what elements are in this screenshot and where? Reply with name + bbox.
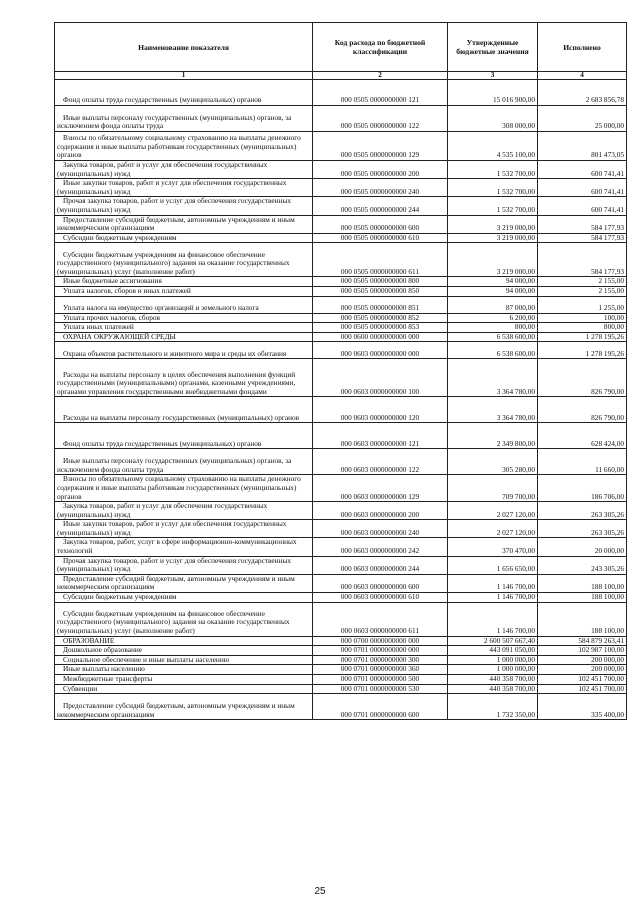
- row-approved-value: 709 700,00: [448, 475, 538, 502]
- row-approved-value: 305 280,00: [448, 449, 538, 475]
- table-row: [55, 675, 627, 685]
- row-indicator-name: Иные бюджетные ассигнования: [55, 277, 313, 287]
- row-budget-code: 000 0603 0000000000 100: [313, 359, 448, 397]
- row-approved-value: 4 535 100,00: [448, 132, 538, 161]
- row-indicator-name: Фонд оплаты труда государственных (муниципальных) органов: [55, 80, 313, 106]
- row-executed-value: 200 000,00: [538, 655, 627, 665]
- row-approved-value: 3 219 000,00: [448, 243, 538, 277]
- row-indicator-name: Субсидии бюджетным учреждениям на финансовое обеспечение государственного (муниципального) задания на оказание государственных (муниципальных) услуг (выполнение работ): [55, 243, 313, 277]
- row-budget-code: 000 0603 0000000000 244: [313, 556, 448, 574]
- row-indicator-name: Взносы по обязательному социальному страхованию на выплаты денежного содержания и иные выплаты работникам государственных (муниципальных) органов: [55, 132, 313, 161]
- row-executed-value: 102 451 700,00: [538, 675, 627, 685]
- row-indicator-name: Иные выплаты персоналу государственных (муниципальных) органов, за исключением фонда оплаты труда: [55, 449, 313, 475]
- row-executed-value: 584 177,93: [538, 243, 627, 277]
- row-executed-value: 188 100,00: [538, 574, 627, 592]
- table-row: [55, 215, 627, 233]
- row-executed-value: 600 741,41: [538, 197, 627, 215]
- row-executed-value: 102 987 100,00: [538, 646, 627, 656]
- row-budget-code: 000 0600 0000000000 000: [313, 332, 448, 342]
- row-approved-value: 1 000 000,00: [448, 665, 538, 675]
- row-executed-value: 2 683 856,78: [538, 80, 627, 106]
- row-executed-value: 826 790,00: [538, 397, 627, 423]
- table-row: [55, 197, 627, 215]
- row-budget-code: 000 0603 0000000000 120: [313, 397, 448, 423]
- row-budget-code: 000 0505 0000000000 600: [313, 215, 448, 233]
- row-budget-code: 000 0603 0000000000 000: [313, 342, 448, 359]
- header-approved: Утвержденные бюджетные значения: [448, 23, 538, 72]
- row-executed-value: 200 000,00: [538, 665, 627, 675]
- row-budget-code: 000 0603 0000000000 610: [313, 593, 448, 603]
- row-budget-code: 000 0505 0000000000 853: [313, 323, 448, 333]
- row-executed-value: 11 660,00: [538, 449, 627, 475]
- row-budget-code: 000 0701 0000000000 500: [313, 675, 448, 685]
- column-number-row: [55, 72, 627, 80]
- table-row: [55, 423, 627, 449]
- row-indicator-name: Иные закупки товаров, работ и услуг для обеспечения государственных (муниципальных) нужд: [55, 520, 313, 538]
- row-budget-code: 000 0603 0000000000 240: [313, 520, 448, 538]
- row-indicator-name: Расходы на выплаты персоналу государственных (муниципальных) органов: [55, 397, 313, 423]
- column-number: 1: [55, 72, 313, 80]
- table-row: [55, 233, 627, 243]
- row-executed-value: 263 305,26: [538, 520, 627, 538]
- row-indicator-name: Взносы по обязательному социальному страхованию на выплаты денежного содержания и иные выплаты работникам государственных (муниципальных) органов: [55, 475, 313, 502]
- row-budget-code: 000 0505 0000000000 244: [313, 197, 448, 215]
- row-indicator-name: Уплата налогов, сборов и иных платежей: [55, 286, 313, 296]
- row-executed-value: 800,00: [538, 323, 627, 333]
- row-executed-value: 100,00: [538, 313, 627, 323]
- table-row: [55, 646, 627, 656]
- row-executed-value: 801 473,05: [538, 132, 627, 161]
- row-budget-code: 000 0701 0000000000 360: [313, 665, 448, 675]
- row-executed-value: 1 278 195,26: [538, 342, 627, 359]
- row-executed-value: 25 000,00: [538, 106, 627, 132]
- row-budget-code: 000 0603 0000000000 121: [313, 423, 448, 449]
- row-executed-value: 186 706,00: [538, 475, 627, 502]
- row-executed-value: 600 741,41: [538, 179, 627, 197]
- row-indicator-name: Межбюджетные трансферты: [55, 675, 313, 685]
- row-approved-value: 2 600 507 667,40: [448, 636, 538, 646]
- row-executed-value: 188 100,00: [538, 602, 627, 636]
- table-row: [55, 593, 627, 603]
- row-executed-value: 102 451 700,00: [538, 684, 627, 694]
- row-approved-value: 94 000,00: [448, 286, 538, 296]
- row-indicator-name: Уплата налога на имущество организаций и земельного налога: [55, 296, 313, 313]
- row-budget-code: 000 0603 0000000000 129: [313, 475, 448, 502]
- row-budget-code: 000 0603 0000000000 242: [313, 538, 448, 556]
- row-budget-code: 000 0701 0000000000 000: [313, 646, 448, 656]
- row-indicator-name: Иные выплаты населению: [55, 665, 313, 675]
- row-budget-code: 000 0505 0000000000 240: [313, 179, 448, 197]
- table-body: [55, 80, 627, 720]
- row-executed-value: 335 400,00: [538, 694, 627, 720]
- row-executed-value: 2 155,00: [538, 277, 627, 287]
- row-executed-value: 263 305,26: [538, 502, 627, 520]
- row-approved-value: 1 146 700,00: [448, 602, 538, 636]
- header-executed: Исполнено: [538, 23, 627, 72]
- row-budget-code: 000 0603 0000000000 611: [313, 602, 448, 636]
- row-approved-value: 440 358 700,00: [448, 675, 538, 685]
- row-indicator-name: Охрана объектов растительного и животного мира и среды их обитания: [55, 342, 313, 359]
- table-row: [55, 538, 627, 556]
- row-indicator-name: Предоставление субсидий бюджетным, автономным учреждениям и иным некоммерческим организациям: [55, 215, 313, 233]
- table-row: [55, 574, 627, 592]
- table-row: [55, 243, 627, 277]
- row-executed-value: 628 424,00: [538, 423, 627, 449]
- row-approved-value: 1 532 700,00: [448, 179, 538, 197]
- row-approved-value: 87 000,00: [448, 296, 538, 313]
- row-budget-code: 000 0701 0000000000 300: [313, 655, 448, 665]
- row-approved-value: 370 470,00: [448, 538, 538, 556]
- row-approved-value: 6 200,00: [448, 313, 538, 323]
- row-approved-value: 15 016 900,00: [448, 80, 538, 106]
- row-indicator-name: Предоставление субсидий бюджетным, автономным учреждениям и иным некоммерческим организациям: [55, 694, 313, 720]
- table-row: [55, 684, 627, 694]
- row-budget-code: 000 0701 0000000000 530: [313, 684, 448, 694]
- table-row: [55, 286, 627, 296]
- row-approved-value: 2 349 800,00: [448, 423, 538, 449]
- table-row: [55, 520, 627, 538]
- table-row: [55, 106, 627, 132]
- row-budget-code: 000 0505 0000000000 121: [313, 80, 448, 106]
- row-approved-value: 1 000 000,00: [448, 655, 538, 665]
- row-approved-value: 3 364 780,00: [448, 397, 538, 423]
- row-approved-value: 2 027 120,00: [448, 520, 538, 538]
- row-approved-value: 1 532 700,00: [448, 197, 538, 215]
- row-approved-value: 6 538 600,00: [448, 342, 538, 359]
- row-indicator-name: ОХРАНА ОКРУЖАЮЩЕЙ СРЕДЫ: [55, 332, 313, 342]
- table-row: [55, 80, 627, 106]
- row-executed-value: 600 741,41: [538, 161, 627, 179]
- row-budget-code: 000 0505 0000000000 129: [313, 132, 448, 161]
- row-approved-value: 1 732 350,00: [448, 694, 538, 720]
- row-indicator-name: Прочая закупка товаров, работ и услуг для обеспечения государственных (муниципальных) нужд: [55, 197, 313, 215]
- table-row: [55, 161, 627, 179]
- row-approved-value: 2 027 120,00: [448, 502, 538, 520]
- row-indicator-name: Прочая закупка товаров, работ и услуг для обеспечения государственных (муниципальных) нужд: [55, 556, 313, 574]
- row-executed-value: 188 100,00: [538, 593, 627, 603]
- table-row: [55, 556, 627, 574]
- row-approved-value: 3 219 000,00: [448, 233, 538, 243]
- table-row: [55, 342, 627, 359]
- page-number: 25: [314, 886, 326, 897]
- table-row: [55, 323, 627, 333]
- table-row: [55, 694, 627, 720]
- column-number: 2: [313, 72, 448, 80]
- row-indicator-name: Предоставление субсидий бюджетным, автономным учреждениям и иным некоммерческим организациям: [55, 574, 313, 592]
- row-indicator-name: Субсидии бюджетным учреждениям: [55, 593, 313, 603]
- row-budget-code: 000 0603 0000000000 200: [313, 502, 448, 520]
- row-approved-value: 1 532 700,00: [448, 161, 538, 179]
- row-budget-code: 000 0505 0000000000 611: [313, 243, 448, 277]
- column-number: 4: [538, 72, 627, 80]
- row-indicator-name: ОБРАЗОВАНИЕ: [55, 636, 313, 646]
- row-executed-value: 20 000,00: [538, 538, 627, 556]
- table-row: [55, 475, 627, 502]
- row-executed-value: 584 177,93: [538, 215, 627, 233]
- row-executed-value: 243 305,26: [538, 556, 627, 574]
- table-row: [55, 602, 627, 636]
- row-budget-code: 000 0505 0000000000 610: [313, 233, 448, 243]
- row-approved-value: 443 091 050,00: [448, 646, 538, 656]
- row-budget-code: 000 0505 0000000000 851: [313, 296, 448, 313]
- row-indicator-name: Закупка товаров, работ и услуг для обеспечения государственных (муниципальных) нужд: [55, 161, 313, 179]
- row-budget-code: 000 0603 0000000000 600: [313, 574, 448, 592]
- row-approved-value: 6 538 600,00: [448, 332, 538, 342]
- table-row: [55, 132, 627, 161]
- row-indicator-name: Уплата иных платежей: [55, 323, 313, 333]
- table-row: [55, 449, 627, 475]
- row-indicator-name: Субсидии бюджетным учреждениям на финансовое обеспечение государственного (муниципального) задания на оказание государственных (муниципальных) услуг (выполнение работ): [55, 602, 313, 636]
- table-row: [55, 502, 627, 520]
- table-header-row: [55, 23, 627, 72]
- row-budget-code: 000 0701 0000000000 600: [313, 694, 448, 720]
- row-budget-code: 000 0603 0000000000 122: [313, 449, 448, 475]
- row-approved-value: 1 146 700,00: [448, 593, 538, 603]
- row-indicator-name: Иные закупки товаров, работ и услуг для обеспечения государственных (муниципальных) нужд: [55, 179, 313, 197]
- row-budget-code: 000 0505 0000000000 122: [313, 106, 448, 132]
- column-number: 3: [448, 72, 538, 80]
- row-indicator-name: Иные выплаты персоналу государственных (муниципальных) органов, за исключением фонда оплаты труда: [55, 106, 313, 132]
- table-row: [55, 296, 627, 313]
- row-indicator-name: Расходы на выплаты персоналу в целях обеспечения выполнения функций государственными (муниципальными) органами, казенными учреждениями, органами управления государственными внебюджетными фондами: [55, 359, 313, 397]
- row-executed-value: 826 790,00: [538, 359, 627, 397]
- row-budget-code: 000 0505 0000000000 800: [313, 277, 448, 287]
- row-indicator-name: Субсидии бюджетным учреждениям: [55, 233, 313, 243]
- row-budget-code: 000 0505 0000000000 850: [313, 286, 448, 296]
- row-approved-value: 308 000,00: [448, 106, 538, 132]
- table-row: [55, 179, 627, 197]
- budget-execution-table: [54, 22, 627, 720]
- row-approved-value: 440 358 700,00: [448, 684, 538, 694]
- row-indicator-name: Фонд оплаты труда государственных (муниципальных) органов: [55, 423, 313, 449]
- table-row: [55, 277, 627, 287]
- row-indicator-name: Субвенции: [55, 684, 313, 694]
- row-budget-code: 000 0700 0000000000 000: [313, 636, 448, 646]
- row-indicator-name: Закупка товаров, работ, услуг в сфере информационно-коммуникационных технологий: [55, 538, 313, 556]
- document-page: [54, 22, 626, 720]
- row-approved-value: 800,00: [448, 323, 538, 333]
- row-approved-value: 1 146 700,00: [448, 574, 538, 592]
- row-executed-value: 2 155,00: [538, 286, 627, 296]
- row-approved-value: 1 656 650,00: [448, 556, 538, 574]
- row-executed-value: 1 255,00: [538, 296, 627, 313]
- row-approved-value: 3 219 000,00: [448, 215, 538, 233]
- table-row: [55, 397, 627, 423]
- row-indicator-name: Дошкольное образование: [55, 646, 313, 656]
- row-indicator-name: Закупка товаров, работ и услуг для обеспечения государственных (муниципальных) нужд: [55, 502, 313, 520]
- table-row: [55, 359, 627, 397]
- row-executed-value: 1 278 195,26: [538, 332, 627, 342]
- header-budget-code: Код расхода по бюджетной классификации: [313, 23, 448, 72]
- row-indicator-name: Уплата прочих налогов, сборов: [55, 313, 313, 323]
- row-budget-code: 000 0505 0000000000 200: [313, 161, 448, 179]
- row-approved-value: 94 000,00: [448, 277, 538, 287]
- row-executed-value: 584 879 263,41: [538, 636, 627, 646]
- row-budget-code: 000 0505 0000000000 852: [313, 313, 448, 323]
- row-approved-value: 3 364 780,00: [448, 359, 538, 397]
- header-indicator-name: Наименование показателя: [55, 23, 313, 72]
- row-indicator-name: Социальное обеспечение и иные выплаты населению: [55, 655, 313, 665]
- table-row: [55, 332, 627, 342]
- row-executed-value: 584 177,93: [538, 233, 627, 243]
